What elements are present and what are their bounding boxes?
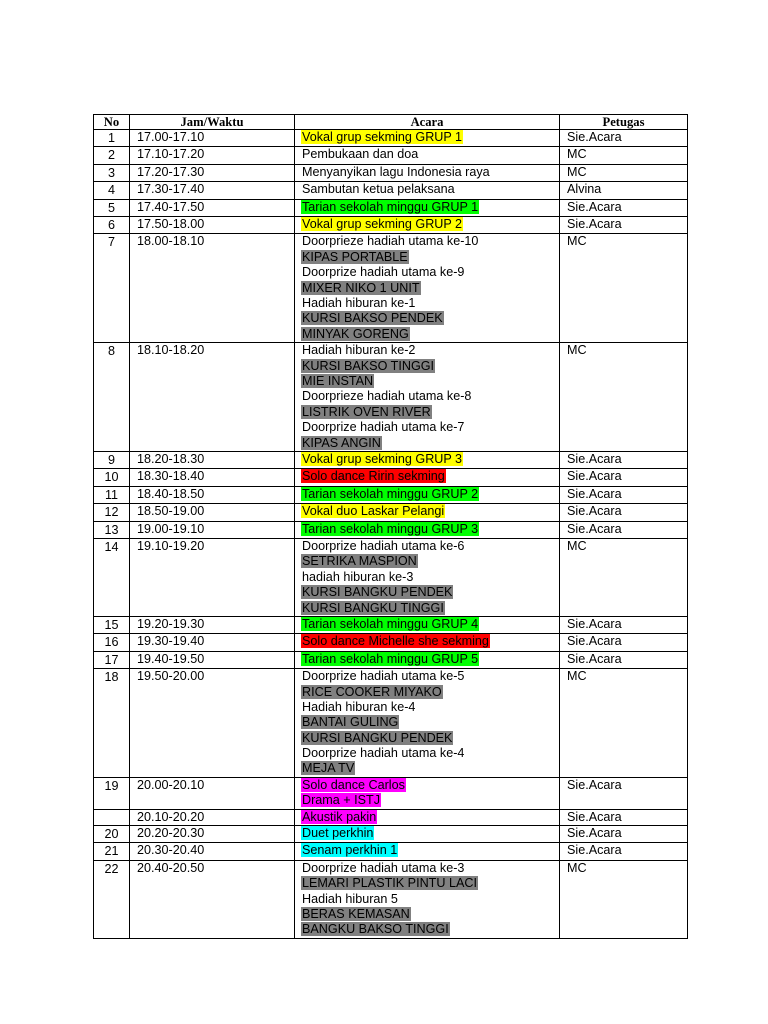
event-line: [301, 892, 553, 907]
event-line: [301, 539, 553, 554]
row-number: 15: [94, 616, 130, 633]
highlighted-event-text: MEJA TV: [302, 761, 355, 776]
header-row: [94, 115, 688, 130]
event-line: [301, 420, 553, 435]
event-line: [301, 746, 553, 761]
table-row: [94, 217, 688, 234]
row-event: [295, 634, 560, 651]
event-text: Hadiah hiburan ke-4: [302, 699, 416, 714]
table-row: [94, 130, 688, 147]
row-number: 5: [94, 199, 130, 216]
header-time: Jam/Waktu: [130, 115, 295, 130]
row-officer: Sie.Acara: [560, 521, 688, 538]
table-row: [94, 164, 688, 181]
highlighted-event-text: KURSI BANGKU PENDEK: [302, 585, 453, 600]
row-time: 20.30-20.40: [130, 843, 295, 860]
highlighted-event-text: MINYAK GORENG: [302, 326, 409, 341]
event-text: Menyanyikan lagu Indonesia raya: [302, 164, 490, 179]
event-text: Doorprize hadiah utama ke-6: [302, 538, 465, 553]
row-number: 20: [94, 826, 130, 843]
table-row: [94, 538, 688, 616]
highlighted-event-text: LISTRIK OVEN RIVER: [302, 404, 431, 419]
schedule-table: [93, 114, 688, 939]
highlighted-event-text: Duet perkhin: [302, 826, 374, 841]
event-line: [301, 761, 553, 776]
row-officer: Sie.Acara: [560, 616, 688, 633]
event-line: [301, 669, 553, 684]
row-event: [295, 199, 560, 216]
event-line: [301, 778, 553, 793]
event-line: [301, 876, 553, 891]
event-line: [301, 405, 553, 420]
row-event: [295, 451, 560, 468]
highlighted-event-text: BANGKU BAKSO TINGGI: [302, 922, 449, 937]
event-line: [301, 250, 553, 265]
highlighted-event-text: MIXER NIKO 1 UNIT: [302, 280, 420, 295]
row-time: 17.10-17.20: [130, 147, 295, 164]
event-text: Doorprieze hadiah utama ke-8: [302, 389, 472, 404]
row-time: 18.30-18.40: [130, 469, 295, 486]
header-event: Acara: [295, 115, 560, 130]
event-line: [301, 182, 553, 197]
highlighted-event-text: MIE INSTAN: [302, 373, 374, 388]
row-officer: Sie.Acara: [560, 130, 688, 147]
row-number: 18: [94, 669, 130, 778]
event-line: [301, 165, 553, 180]
event-text: Hadiah hiburan ke-2: [302, 343, 416, 358]
event-line: [301, 585, 553, 600]
highlighted-event-text: Tarian sekolah minggu GRUP 1: [302, 199, 479, 214]
event-line: [301, 452, 553, 467]
event-line: [301, 130, 553, 145]
highlighted-event-text: BANTAI GULING: [302, 715, 399, 730]
table-row: [94, 504, 688, 521]
highlighted-event-text: RICE COOKER MIYAKO: [302, 684, 442, 699]
row-time: 20.40-20.50: [130, 860, 295, 938]
event-line: [301, 810, 553, 825]
row-time: 19.50-20.00: [130, 669, 295, 778]
row-time: 19.40-19.50: [130, 651, 295, 668]
table-row: [94, 616, 688, 633]
row-officer: Sie.Acara: [560, 469, 688, 486]
event-line: [301, 861, 553, 876]
row-officer: Sie.Acara: [560, 486, 688, 503]
row-time: 18.10-18.20: [130, 343, 295, 452]
row-officer: Sie.Acara: [560, 843, 688, 860]
event-text: hadiah hiburan ke-3: [302, 569, 414, 584]
event-line: [301, 685, 553, 700]
row-officer: Sie.Acara: [560, 504, 688, 521]
event-text: Doorprize hadiah utama ke-5: [302, 669, 465, 684]
event-line: [301, 436, 553, 451]
event-line: [301, 311, 553, 326]
highlighted-event-text: KURSI BANGKU TINGGI: [302, 600, 444, 615]
event-line: [301, 281, 553, 296]
event-line: [301, 922, 553, 937]
row-event: [295, 777, 560, 809]
highlighted-event-text: Tarian sekolah minggu GRUP 4: [302, 616, 479, 631]
row-officer: MC: [560, 538, 688, 616]
event-line: [301, 217, 553, 232]
event-line: [301, 296, 553, 311]
row-number: 17: [94, 651, 130, 668]
table-row: [94, 469, 688, 486]
row-officer: Alvina: [560, 182, 688, 199]
row-officer: MC: [560, 860, 688, 938]
event-text: Sambutan ketua pelaksana: [302, 182, 455, 197]
event-line: [301, 843, 553, 858]
table-row: [94, 634, 688, 651]
row-event: [295, 504, 560, 521]
event-line: [301, 200, 553, 215]
highlighted-event-text: Solo dance Michelle she sekming: [302, 634, 489, 649]
row-number: 21: [94, 843, 130, 860]
table-row: [94, 777, 688, 809]
row-event: [295, 616, 560, 633]
row-number: 10: [94, 469, 130, 486]
row-number: 9: [94, 451, 130, 468]
event-line: [301, 147, 553, 162]
event-text: Pembukaan dan doa: [302, 147, 419, 162]
event-line: [301, 826, 553, 841]
highlighted-event-text: Vokal grup sekming GRUP 2: [302, 217, 463, 232]
row-officer: MC: [560, 234, 688, 343]
highlighted-event-text: KIPAS ANGIN: [302, 435, 381, 450]
event-line: [301, 793, 553, 808]
row-officer: Sie.Acara: [560, 634, 688, 651]
highlighted-event-text: Vokal grup sekming GRUP 3: [302, 451, 463, 466]
row-event: [295, 651, 560, 668]
row-number: 22: [94, 860, 130, 938]
event-line: [301, 265, 553, 280]
table-row: [94, 826, 688, 843]
row-event: [295, 343, 560, 452]
table-row: [94, 521, 688, 538]
table-row: [94, 147, 688, 164]
highlighted-event-text: Solo dance Carlos: [302, 777, 405, 792]
row-time: 19.20-19.30: [130, 616, 295, 633]
event-line: [301, 327, 553, 342]
row-number: 14: [94, 538, 130, 616]
highlighted-event-text: Vokal grup sekming GRUP 1: [302, 130, 463, 144]
row-event: [295, 469, 560, 486]
table-row: [94, 669, 688, 778]
row-time: 18.20-18.30: [130, 451, 295, 468]
row-event: [295, 147, 560, 164]
row-number: 16: [94, 634, 130, 651]
row-event: [295, 130, 560, 147]
row-number: 1: [94, 130, 130, 147]
row-officer: Sie.Acara: [560, 826, 688, 843]
row-officer: Sie.Acara: [560, 199, 688, 216]
event-line: [301, 374, 553, 389]
event-line: [301, 343, 553, 358]
table-row: [94, 234, 688, 343]
highlighted-event-text: Tarian sekolah minggu GRUP 5: [302, 651, 479, 666]
row-number: 19: [94, 777, 130, 809]
event-line: [301, 601, 553, 616]
row-number: 8: [94, 343, 130, 452]
row-officer: Sie.Acara: [560, 451, 688, 468]
row-number: 13: [94, 521, 130, 538]
row-time: 17.40-17.50: [130, 199, 295, 216]
event-line: [301, 617, 553, 632]
event-line: [301, 715, 553, 730]
row-number: 11: [94, 486, 130, 503]
row-time: 17.00-17.10: [130, 130, 295, 147]
row-event: [295, 217, 560, 234]
row-number: 7: [94, 234, 130, 343]
event-line: [301, 359, 553, 374]
row-officer: Sie.Acara: [560, 809, 688, 825]
highlighted-event-text: BERAS KEMASAN: [302, 907, 410, 922]
event-line: [301, 522, 553, 537]
event-line: [301, 554, 553, 569]
row-number: 6: [94, 217, 130, 234]
row-time: 17.20-17.30: [130, 164, 295, 181]
row-time: 19.10-19.20: [130, 538, 295, 616]
event-line: [301, 469, 553, 484]
row-number: 4: [94, 182, 130, 199]
event-line: [301, 504, 553, 519]
table-row: [94, 343, 688, 452]
row-number: 12: [94, 504, 130, 521]
row-officer: Sie.Acara: [560, 651, 688, 668]
event-line: [301, 389, 553, 404]
highlighted-event-text: KURSI BANGKU PENDEK: [302, 730, 453, 745]
table-row: [94, 451, 688, 468]
row-time: 18.00-18.10: [130, 234, 295, 343]
table-row: [94, 809, 688, 825]
row-event: [295, 809, 560, 825]
table-row: [94, 843, 688, 860]
table-row: [94, 860, 688, 938]
table-row: [94, 199, 688, 216]
event-text: Doorprize hadiah utama ke-3: [302, 860, 465, 875]
row-event: [295, 486, 560, 503]
row-officer: MC: [560, 669, 688, 778]
row-event: [295, 234, 560, 343]
highlighted-event-text: Akustik pakin: [302, 809, 377, 824]
highlighted-event-text: Senam perkhin 1: [302, 843, 398, 858]
row-event: [295, 538, 560, 616]
highlighted-event-text: KIPAS PORTABLE: [302, 249, 408, 264]
highlighted-event-text: Tarian sekolah minggu GRUP 3: [302, 521, 479, 536]
row-time: 19.00-19.10: [130, 521, 295, 538]
row-time: 19.30-19.40: [130, 634, 295, 651]
row-number: 2: [94, 147, 130, 164]
highlighted-event-text: Tarian sekolah minggu GRUP 2: [302, 486, 479, 501]
table-row: [94, 182, 688, 199]
row-time: 18.50-19.00: [130, 504, 295, 521]
row-time: 20.20-20.30: [130, 826, 295, 843]
event-text: Hadiah hiburan 5: [302, 891, 398, 906]
row-event: [295, 182, 560, 199]
highlighted-event-text: KURSI BAKSO PENDEK: [302, 311, 443, 326]
row-time: 17.30-17.40: [130, 182, 295, 199]
event-line: [301, 700, 553, 715]
row-officer: Sie.Acara: [560, 777, 688, 809]
row-time: 20.00-20.10: [130, 777, 295, 809]
header-officer: Petugas: [560, 115, 688, 130]
highlighted-event-text: Vokal duo Laskar Pelangi: [302, 504, 445, 519]
event-text: Hadiah hiburan ke-1: [302, 296, 416, 310]
row-officer: MC: [560, 343, 688, 452]
event-line: [301, 234, 553, 249]
row-officer: MC: [560, 164, 688, 181]
highlighted-event-text: SETRIKA MASPION: [302, 554, 417, 569]
row-event: [295, 521, 560, 538]
row-event: [295, 860, 560, 938]
event-text: Doorprieze hadiah utama ke-10: [302, 234, 479, 249]
row-officer: MC: [560, 147, 688, 164]
row-time: 17.50-18.00: [130, 217, 295, 234]
row-event: [295, 669, 560, 778]
table-row: [94, 486, 688, 503]
row-number: [94, 809, 130, 825]
highlighted-event-text: Drama + ISTJ: [302, 793, 381, 808]
row-officer: Sie.Acara: [560, 217, 688, 234]
event-line: [301, 907, 553, 922]
event-line: [301, 634, 553, 649]
row-time: 18.40-18.50: [130, 486, 295, 503]
highlighted-event-text: LEMARI PLASTIK PINTU LACI: [302, 876, 477, 891]
schedule-body: [94, 130, 688, 939]
table-row: [94, 651, 688, 668]
event-line: [301, 487, 553, 502]
row-event: [295, 826, 560, 843]
row-number: 3: [94, 164, 130, 181]
event-text: Doorprize hadiah utama ke-4: [302, 746, 465, 761]
event-line: [301, 731, 553, 746]
event-text: Doorprize hadiah utama ke-9: [302, 265, 465, 280]
event-text: Doorprize hadiah utama ke-7: [302, 420, 465, 435]
row-time: 20.10-20.20: [130, 809, 295, 825]
highlighted-event-text: KURSI BAKSO TINGGI: [302, 358, 435, 373]
event-line: [301, 570, 553, 585]
row-event: [295, 164, 560, 181]
event-line: [301, 652, 553, 667]
row-event: [295, 843, 560, 860]
highlighted-event-text: Solo dance Ririn sekming: [302, 469, 445, 484]
header-no: No: [94, 115, 130, 130]
